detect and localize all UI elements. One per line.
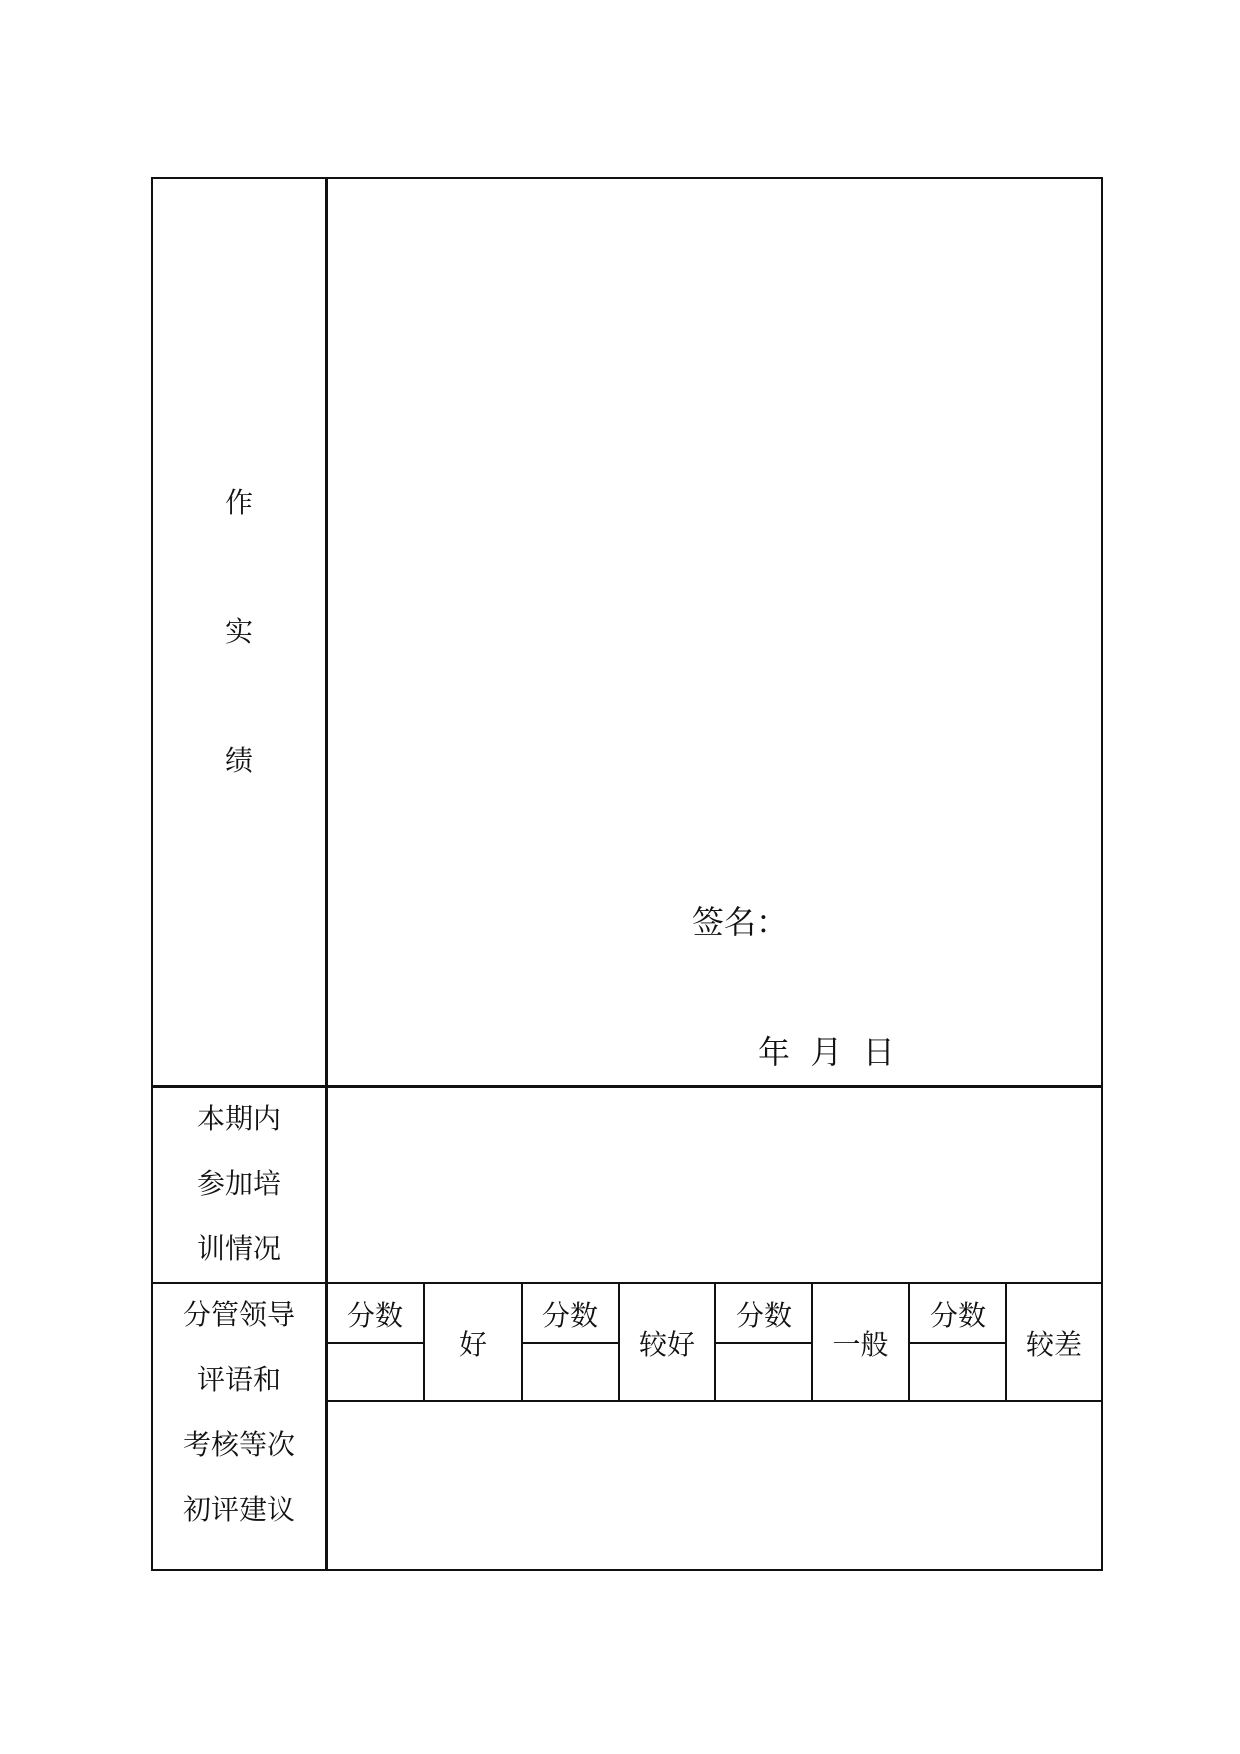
grade-table-mid-line xyxy=(909,1342,1006,1344)
divider-training-leader xyxy=(151,1282,1103,1284)
training-label-line: 参加培 xyxy=(196,1167,281,1200)
score-input-cell[interactable] xyxy=(524,1345,617,1399)
score-label: 分数 xyxy=(929,1299,986,1332)
divider-work-training xyxy=(151,1085,1103,1088)
grade-name: 好 xyxy=(458,1328,487,1361)
leader-label-line: 评语和 xyxy=(196,1363,281,1396)
score-label: 分数 xyxy=(541,1299,598,1332)
leader-comment-area[interactable] xyxy=(330,1404,1100,1567)
score-label: 分数 xyxy=(735,1299,792,1332)
work-content-area[interactable] xyxy=(330,180,1100,1080)
score-input-cell[interactable] xyxy=(329,1345,422,1399)
score-label: 分数 xyxy=(346,1299,403,1332)
border-right xyxy=(1101,177,1103,1571)
grade-table-mid-line xyxy=(327,1342,424,1344)
grade-table-mid-line xyxy=(522,1342,619,1344)
label-column-divider xyxy=(325,177,328,1571)
work-label-char: 实 xyxy=(224,615,253,648)
score-input-cell[interactable] xyxy=(717,1345,810,1399)
grade-name: 较好 xyxy=(638,1328,695,1361)
work-label-char: 作 xyxy=(224,486,253,519)
border-left xyxy=(151,177,153,1571)
grade-table-mid-line xyxy=(715,1342,812,1344)
training-label-line: 本期内 xyxy=(196,1102,281,1135)
grade-name: 较差 xyxy=(1025,1328,1082,1361)
leader-label-line: 分管领导 xyxy=(182,1298,295,1331)
date-line: 年 月 日 xyxy=(758,1033,895,1071)
score-input-cell[interactable] xyxy=(911,1345,1004,1399)
grade-name: 一般 xyxy=(832,1328,889,1361)
leader-label-line: 初评建议 xyxy=(182,1493,295,1526)
border-bottom xyxy=(151,1569,1103,1571)
training-label-line: 训情况 xyxy=(196,1232,281,1265)
work-label-char: 绩 xyxy=(224,744,253,777)
leader-label-line: 考核等次 xyxy=(182,1428,295,1461)
training-content-area[interactable] xyxy=(330,1090,1100,1280)
signature-label: 签名： xyxy=(692,903,789,941)
border-top xyxy=(151,177,1103,179)
